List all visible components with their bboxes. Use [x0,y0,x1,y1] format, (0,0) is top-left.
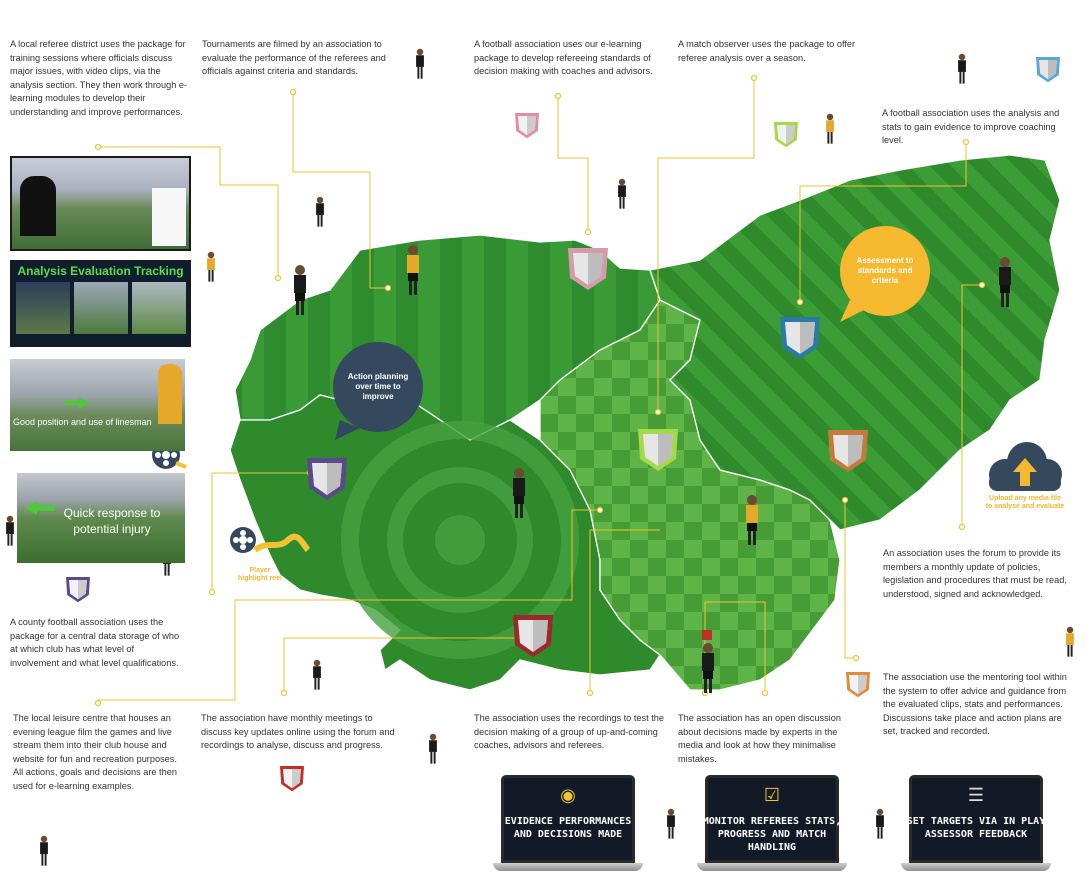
laptop-base [493,863,643,871]
laptop-label: SET TARGETS VIA IN PLAY ASSESSOR FEEDBACK [906,816,1046,840]
thumbnail-panel [16,282,70,334]
shield-icon [280,766,304,791]
cloud-upload-icon [989,442,1062,491]
thumbnail-panel [74,282,128,334]
shield-icon [1036,57,1060,82]
referee-image [158,364,182,424]
story-text-discussion: The association has an open discussion about decisions made by experts in the media and look at how they minimalise mistakes. [678,713,841,764]
referee-icon [826,114,834,144]
thumbnail-panel [132,282,186,334]
referee-icon [667,809,675,839]
referee-icon [429,734,437,764]
bubble-text: Action planning over time to improve [347,372,409,401]
story-text-leisure: The local leisure centre that houses an evening league film the games and live stream them into their club house and website for fun and recreation purposes. All actions, goals and decisions are then used for e-learning examples. [13,713,177,791]
referee-icon [207,252,215,282]
story-text-training: A local referee district uses the package for training sessions where officials discuss major issues, with video clips, via the analysis section. They then work through e-learning modules to develop their understanding and improve performances. [10,39,188,117]
video-thumbnail-training[interactable] [10,156,191,251]
story-text-forum: An association uses the forum to provide its members a monthly update of policies, legislation and procedures that must be read, understood, signed and acknowledged. [883,548,1067,599]
shield-icon [774,122,798,147]
story-text-meetings: The association have monthly meetings to discuss key updates online using the forum and recordings to analyse, discuss and progress. [201,713,395,751]
referee-icon [313,660,321,690]
story-text-mentoring: The association use the mentoring tool within the system to offer advice and guidance from the evaluated clips, stats and performances. Discussions take place and action plans are set, tracked and recorded. [883,672,1067,737]
story-text-county: A county football association uses the package for a central data storage of who at which club has what level of involvement and what level qualifications. [10,617,180,668]
shield-icon [846,672,870,697]
story-text-coaching: A football association uses the analysis and stats to gain evidence to improve coaching level. [882,108,1060,146]
video-thumbnail-position[interactable] [10,359,185,451]
analysis-title: Analysis Evaluation Tracking [17,264,184,278]
laptop-label: MONITOR REFEREES STATS, PROGRESS AND MATCH HANDLING [702,816,842,853]
referee-icon [316,197,324,227]
laptop-targets [901,775,1051,875]
story-text-recordings: The association uses the recordings to test the decision making of a group of up-and-coming coaches, advisors and referees. [474,713,664,751]
referee-icon [1066,627,1074,657]
referee-icon [876,809,884,839]
story-text-observer: A match observer uses the package to offer referee analysis over a season. [678,39,856,63]
laptop-base [901,863,1051,871]
thumbnail-caption: Good position and use of linesman [13,417,152,427]
laptop-evidence [493,775,643,875]
shield-icon [66,577,90,602]
laptop-label: EVIDENCE PERFORMANCES AND DECISIONS MADE [504,816,632,840]
thumbnail-caption: Quick response to potential injury [63,506,161,536]
highlight-reel-label: Player highlight reel [238,567,282,582]
referee-image [20,176,56,236]
clipboard-list-icon: ☰ [967,785,985,805]
laptop-base [697,863,847,871]
target-circle-inner [435,515,485,565]
referee-image [152,188,186,246]
assessment-bubble [840,226,930,316]
bubble-text: Assessment to standards and criteria [856,256,914,285]
shield-icon [515,113,539,138]
referee-icon [6,516,14,546]
upload-label: Upload any media file to analyse and evaluate [985,495,1065,510]
referee-icon [40,836,48,866]
clipboard-check-icon: ☑ [763,785,781,805]
camera-icon: ◉ [560,785,576,805]
video-thumbnail-analysis[interactable] [10,260,191,347]
action-planning-bubble [333,342,423,432]
story-text-elearning: A football association uses our e-learning package to develop refereeing standards of decision making with coaches and advisors. [474,39,653,77]
referee-icon [618,179,626,209]
arrow-icon [65,397,89,409]
referee-icon [958,54,966,84]
referee-icon [416,49,424,79]
story-text-tournaments: Tournaments are filmed by an association to evaluate the performance of the referees and officials against criteria and standards. [202,39,386,77]
laptop-monitor [697,775,847,875]
video-thumbnail-injury[interactable] [17,473,185,563]
